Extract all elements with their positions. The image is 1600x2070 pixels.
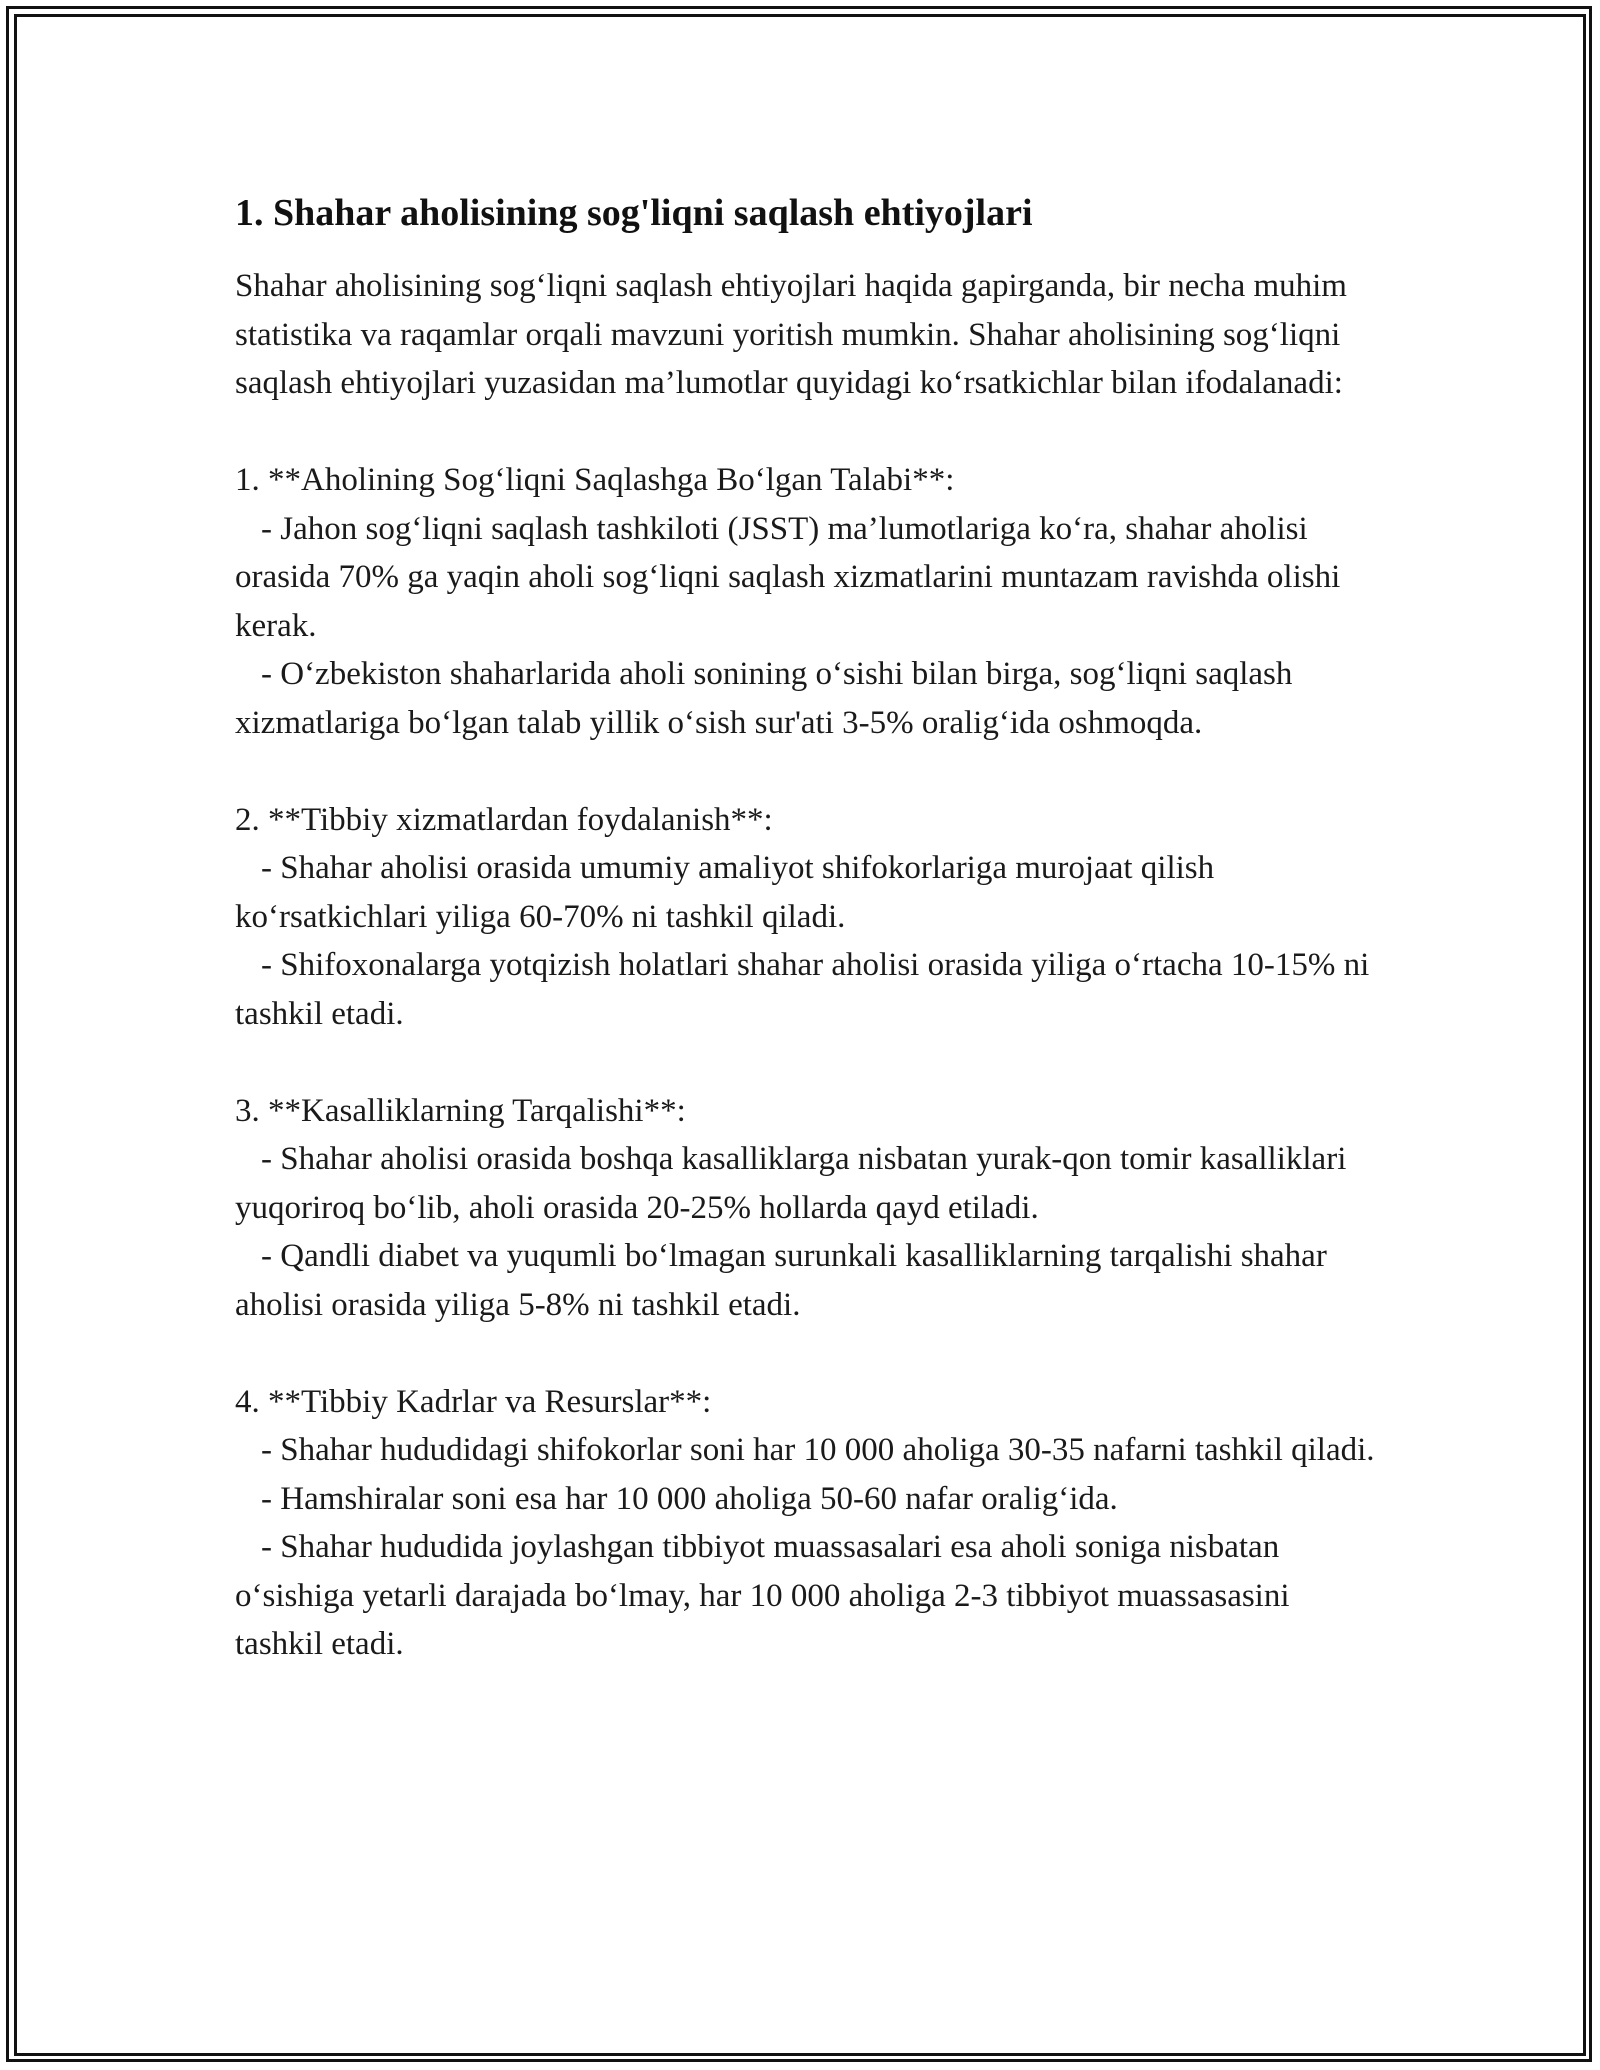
section-1 bbox=[235, 456, 1375, 747]
bullet-item: - Shahar aholisi orasida umumiy amaliyot shifokorlariga murojaat qilish ko‘rsatkichlari yiliga 60-70% ni tashkil qiladi. bbox=[235, 850, 1215, 935]
section-3 bbox=[235, 1087, 1375, 1330]
bullet-item: - Shahar aholisi orasida boshqa kasalliklarga nisbatan yurak-qon tomir kasalliklari yuqoriroq bo‘lib, aholi orasida 20-25% hollarda qayd etiladi. bbox=[235, 1141, 1347, 1226]
bullet-item: - O‘zbekiston shaharlarida aholi sonining o‘sishi bilan birga, sog‘liqni saqlash xizmatlariga bo‘lgan talab yillik o‘sish sur'ati 3-5% oralig‘ida oshmoqda. bbox=[235, 656, 1293, 741]
section-title: 2. **Tibbiy xizmatlardan foydalanish**: bbox=[235, 801, 773, 838]
document-heading: 1. Shahar aholisining sog'liqni saqlash ehtiyojlari bbox=[235, 192, 1033, 234]
section-4 bbox=[235, 1378, 1375, 1669]
spacer bbox=[235, 408, 1375, 457]
section-title: 4. **Tibbiy Kadrlar va Resurslar**: bbox=[235, 1383, 712, 1420]
section-title: 3. **Kasalliklarning Tarqalishi**: bbox=[235, 1092, 686, 1129]
bullet-item: - Shahar hududida joylashgan tibbiyot muassasalari esa aholi soniga nisbatan o‘sishiga yetarli darajada bo‘lmay, har 10 000 aholiga 2-3 tibbiyot muassasasini tashkil etadi. bbox=[235, 1529, 1290, 1662]
bullet-item: - Jahon sog‘liqni saqlash tashkiloti (JSST) ma’lumotlariga ko‘ra, shahar aholisi orasida 70% ga yaqin aholi sog‘liqni saqlash xizmatlarini muntazam ravishda olishi kerak. bbox=[235, 510, 1341, 644]
intro-paragraph: Shahar aholisining sog‘liqni saqlash ehtiyojlari haqida gapirganda, bir necha muhim statistika va raqamlar orqali mavzuni yoritish mumkin. Shahar aholisining sog‘liqni saqlash ehtiyojlari yuzasidan ma’lumotlar quyidagi ko‘rsatkichlar bilan ifodalanadi: bbox=[235, 268, 1347, 401]
bullet-item: - Hamshiralar soni esa har 10 000 aholiga 50-60 nafar oralig‘ida. bbox=[261, 1480, 1118, 1517]
spacer bbox=[235, 747, 1375, 796]
section-2 bbox=[235, 796, 1375, 1039]
bullet-item: - Qandli diabet va yuqumli bo‘lmagan surunkali kasalliklarning tarqalishi shahar aholisi orasida yiliga 5-8% ni tashkil etadi. bbox=[235, 1238, 1327, 1323]
spacer bbox=[235, 1329, 1375, 1378]
bullet-item: - Shifoxonalarga yotqizish holatlari shahar aholisi orasida yiliga o‘rtacha 10-15% ni tashkil etadi. bbox=[235, 947, 1370, 1032]
section-title: 1. **Aholining Sog‘liqni Saqlashga Bo‘lgan Talabi**: bbox=[235, 462, 955, 498]
document-body bbox=[235, 188, 1375, 1669]
bullet-item: - Shahar hududidagi shifokorlar soni har 10 000 aholiga 30-35 nafarni tashkil qiladi. bbox=[261, 1432, 1375, 1468]
spacer bbox=[235, 1038, 1375, 1087]
